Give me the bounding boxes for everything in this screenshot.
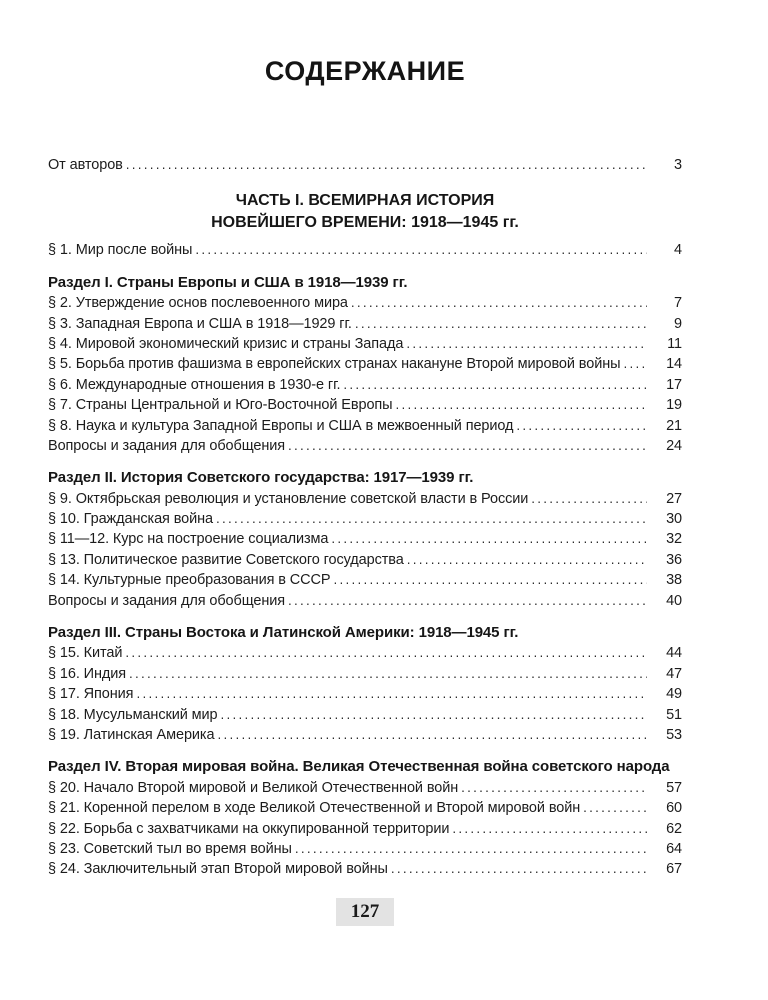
toc-section [48, 757, 682, 879]
toc-entry [48, 509, 682, 529]
dot-leader [395, 395, 647, 415]
toc-entry-label: § 19. Латинская Америка [48, 726, 215, 743]
dot-leader [217, 725, 647, 745]
toc-entry-page: 47 [666, 665, 682, 682]
toc-entry [48, 529, 682, 549]
dot-leader [126, 155, 647, 175]
toc-entry-page: 60 [666, 800, 682, 817]
part-heading-line2: НОВЕЙШЕГО ВРЕМЕНИ: 1918—1945 гг. [211, 214, 519, 232]
toc-entry [48, 839, 682, 859]
toc-entry [48, 155, 682, 175]
toc-entry [48, 314, 682, 334]
toc-section [48, 468, 682, 611]
toc-entry [48, 859, 682, 879]
toc-entry-label: § 2. Утверждение основ послевоенного мира [48, 295, 348, 312]
toc-entry [48, 334, 682, 354]
toc-entry-label: § 24. Заключительный этап Второй мировой войны [48, 861, 388, 878]
toc-entry-label: § 10. Гражданская война [48, 511, 214, 528]
dot-leader [343, 375, 647, 395]
toc-entry-label: § 21. Коренной перелом в ходе Великой Отечественной и Второй мировой войн [48, 800, 581, 817]
toc-entry-page: 3 [674, 157, 682, 173]
toc-entry-page: 17 [666, 376, 682, 393]
toc-entry-page: 49 [666, 686, 682, 703]
dot-leader [136, 684, 647, 704]
dot-leader [583, 798, 647, 818]
dot-leader [331, 529, 647, 549]
part-heading [48, 190, 682, 234]
toc-entry-page: 30 [666, 511, 682, 528]
toc-entry-label: § 17. Япония [48, 686, 134, 703]
toc-entry [48, 293, 682, 313]
dot-leader [531, 489, 647, 509]
toc-section-heading: Раздел II. История Советского государства: 1917—1939 гг. [48, 469, 474, 487]
dot-leader [125, 643, 647, 663]
part-entries [48, 240, 682, 260]
toc-front-matter [48, 155, 682, 175]
toc-entry-page: 7 [674, 295, 682, 312]
toc-entry-page: 36 [666, 551, 682, 568]
toc-entry [48, 550, 682, 570]
toc-entry-page: 21 [666, 417, 682, 434]
toc-entry-label: § 1. Мир после войны [48, 242, 193, 259]
toc-entry-label: § 14. Культурные преобразования в СССР [48, 572, 331, 589]
toc-entry [48, 705, 682, 725]
dot-leader [288, 591, 647, 611]
toc-entry [48, 489, 682, 509]
toc-entry-label: § 23. Советский тыл во время войны [48, 840, 292, 857]
toc-entry-label: Вопросы и задания для обобщения [48, 592, 285, 609]
toc-entry [48, 354, 682, 374]
toc-entry [48, 395, 682, 415]
toc-entry-label: § 4. Мировой экономический кризис и страны Запада [48, 335, 404, 352]
toc-sections [48, 273, 682, 880]
dot-leader [461, 778, 647, 798]
toc-entry [48, 778, 682, 798]
toc-entry [48, 240, 682, 260]
toc-entry-page: 32 [666, 531, 682, 548]
toc-entry-page: 53 [666, 726, 682, 743]
toc-entry-label: § 11—12. Курс на построение социализма [48, 531, 329, 548]
toc-entry-page: 27 [666, 490, 682, 507]
toc-entry-page: 4 [674, 242, 682, 259]
toc-entry [48, 375, 682, 395]
toc-entry-page: 64 [666, 840, 682, 857]
dot-leader [221, 705, 648, 725]
toc-section-heading: Раздел I. Страны Европы и США в 1918—1939 гг. [48, 273, 408, 291]
toc-list [48, 155, 682, 880]
toc-entry-page: 24 [666, 437, 682, 454]
toc-entry-page: 38 [666, 572, 682, 589]
dot-leader [355, 314, 647, 334]
toc-entry-page: 44 [666, 645, 682, 662]
dot-leader [351, 293, 647, 313]
dot-leader [516, 416, 647, 436]
toc-entry-label: § 15. Китай [48, 645, 123, 662]
dot-leader [216, 509, 647, 529]
toc-entry-page: 11 [667, 335, 682, 352]
toc-entry-page: 57 [666, 779, 682, 796]
toc-entry-label: § 6. Международные отношения в 1930-е гг. [48, 376, 341, 393]
toc-entry [48, 643, 682, 663]
toc-section-heading: Раздел IV. Вторая мировая война. Великая Отечественная война советского народа [48, 758, 670, 776]
dot-leader [623, 354, 647, 374]
dot-leader [129, 664, 647, 684]
toc-section [48, 273, 682, 457]
toc-entry-label: § 5. Борьба против фашизма в европейских странах накануне Второй мировой войны [48, 356, 621, 373]
toc-entry-label: § 9. Октябрьская революция и установление советской власти в России [48, 490, 529, 507]
toc-entry [48, 684, 682, 704]
toc-entry-label: Вопросы и задания для обобщения [48, 437, 285, 454]
dot-leader [288, 436, 647, 456]
page-number-badge: 127 [336, 898, 394, 926]
toc-entry-label: § 13. Политическое развитие Советского государства [48, 551, 404, 568]
toc-entry [48, 819, 682, 839]
toc-section-heading: Раздел III. Страны Востока и Латинской Америки: 1918—1945 гг. [48, 624, 519, 642]
toc-entry-page: 14 [666, 356, 682, 373]
dot-leader [295, 839, 647, 859]
dot-leader [407, 550, 647, 570]
toc-entry-label: § 16. Индия [48, 665, 127, 682]
toc-entry [48, 725, 682, 745]
toc-entry-label: § 18. Мусульманский мир [48, 706, 218, 723]
toc-entry-page: 67 [666, 861, 682, 878]
toc-entry-page: 62 [666, 820, 682, 837]
toc-section [48, 623, 682, 745]
toc-entry [48, 436, 682, 456]
dot-leader [334, 570, 648, 590]
toc-entry-label: От авторов [48, 157, 123, 173]
toc-entry-label: § 7. Страны Центральной и Юго-Восточной Европы [48, 397, 393, 414]
toc-entry [48, 570, 682, 590]
toc-entry-page: 19 [666, 397, 682, 414]
toc-entry [48, 591, 682, 611]
toc-entry [48, 798, 682, 818]
dot-leader [391, 859, 647, 879]
page-title: СОДЕРЖАНИЕ [264, 56, 466, 86]
toc-entry-page: 40 [666, 592, 682, 609]
toc-entry-label: § 20. Начало Второй мировой и Великой Отечественной войн [48, 779, 459, 796]
dot-leader [406, 334, 647, 354]
toc-entry [48, 664, 682, 684]
toc-entry-label: § 8. Наука и культура Западной Европы и США в межвоенный период [48, 417, 514, 434]
toc-entry-label: § 22. Борьба с захватчиками на оккупированной территории [48, 820, 450, 837]
toc-entry-page: 51 [666, 706, 682, 723]
dot-leader [195, 240, 647, 260]
toc-entry-label: § 3. Западная Европа и США в 1918—1929 гг. [48, 315, 352, 332]
toc-entry [48, 416, 682, 436]
page-footer [48, 898, 682, 926]
dot-leader [452, 819, 647, 839]
part-heading-line1: ЧАСТЬ I. ВСЕМИРНАЯ ИСТОРИЯ [235, 192, 495, 210]
toc-entry-page: 9 [674, 315, 682, 332]
